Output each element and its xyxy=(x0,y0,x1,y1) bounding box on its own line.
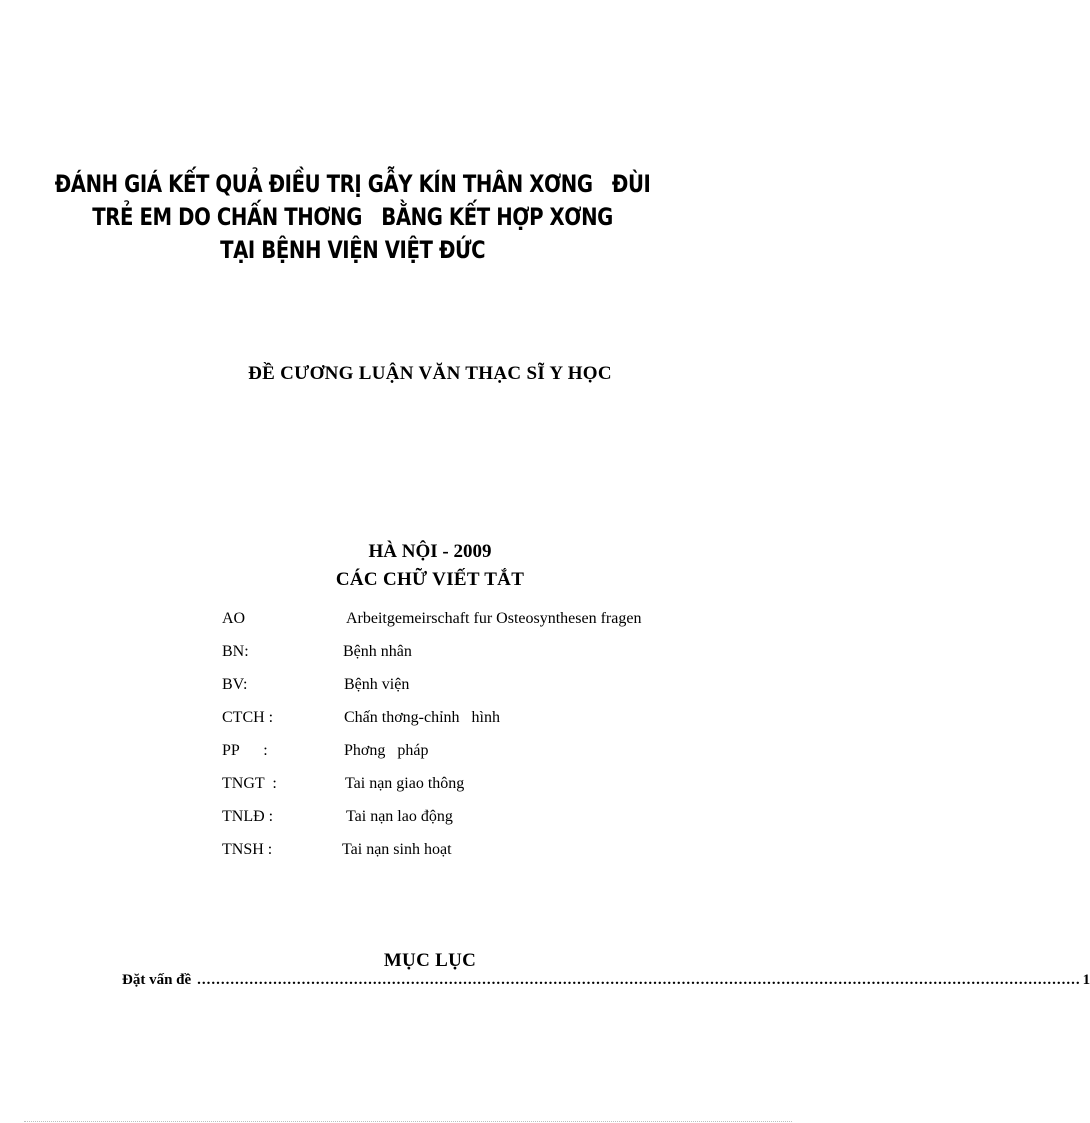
abbreviation-row xyxy=(222,643,782,676)
abbreviation-definition: Tai nạn giao thông xyxy=(345,775,465,792)
abbreviation-definition: Chấn thơng-chỉnh hình xyxy=(344,709,500,726)
abbreviation-term: AO xyxy=(222,610,246,627)
abbreviation-row xyxy=(222,841,782,874)
abbreviation-row xyxy=(222,610,782,643)
abbreviation-term: PP : xyxy=(222,742,268,759)
title-line-3: TẠI BỆNH VIỆN VIỆT ĐỨC xyxy=(220,236,486,264)
abbreviation-definition: Tai nạn lao động xyxy=(346,808,453,825)
abbreviation-term: TNSH : xyxy=(222,841,273,858)
abbreviation-term: BN: xyxy=(222,643,249,660)
abbreviation-definition: Bệnh viện xyxy=(344,676,410,693)
abbreviation-row xyxy=(222,742,782,775)
abbreviations-heading: CÁC CHỮ VIẾT TẮT xyxy=(335,569,525,590)
toc-entry-label: Đặt vấn đề xyxy=(122,972,192,988)
title-line-2: TRẺ EM DO CHẤN THƠNG BẰNG KẾT HỢP XƠNG xyxy=(92,203,613,231)
toc-entry[interactable] xyxy=(122,972,1090,989)
page-bottom-rule xyxy=(24,1121,792,1122)
toc-entry-page: 1 xyxy=(1082,972,1090,988)
toc-leader-dots: .......................................................................................................................................................................................... xyxy=(197,972,1081,988)
abbreviation-term: CTCH : xyxy=(222,709,274,726)
thesis-title xyxy=(0,168,705,267)
abbreviation-definition: Bệnh nhân xyxy=(343,643,412,660)
title-line-1: ĐÁNH GIÁ KẾT QUẢ ĐIỀU TRỊ GẪY KÍN THÂN XƠNG ĐÙI xyxy=(54,170,651,198)
abbreviation-definition: Tai nạn sinh hoạt xyxy=(342,841,452,858)
abbreviation-row xyxy=(222,709,782,742)
abbreviation-term: BV: xyxy=(222,676,248,693)
abbreviation-term: TNGT : xyxy=(222,775,277,792)
abbreviation-row xyxy=(222,676,782,709)
city-year: HÀ NỘI - 2009 xyxy=(368,541,492,562)
abbreviations-list xyxy=(222,610,782,874)
abbreviation-definition: Arbeitgemeirschaft fur Osteosynthesen fragen xyxy=(346,610,642,627)
document-subtitle: ĐỀ CƯƠNG LUẬN VĂN THẠC SĨ Y HỌC xyxy=(248,363,612,384)
toc-heading: MỤC LỤC xyxy=(383,950,477,971)
abbreviation-term: TNLĐ : xyxy=(222,808,274,825)
abbreviation-row xyxy=(222,808,782,841)
abbreviation-definition: Phơng pháp xyxy=(344,742,429,759)
abbreviation-row xyxy=(222,775,782,808)
